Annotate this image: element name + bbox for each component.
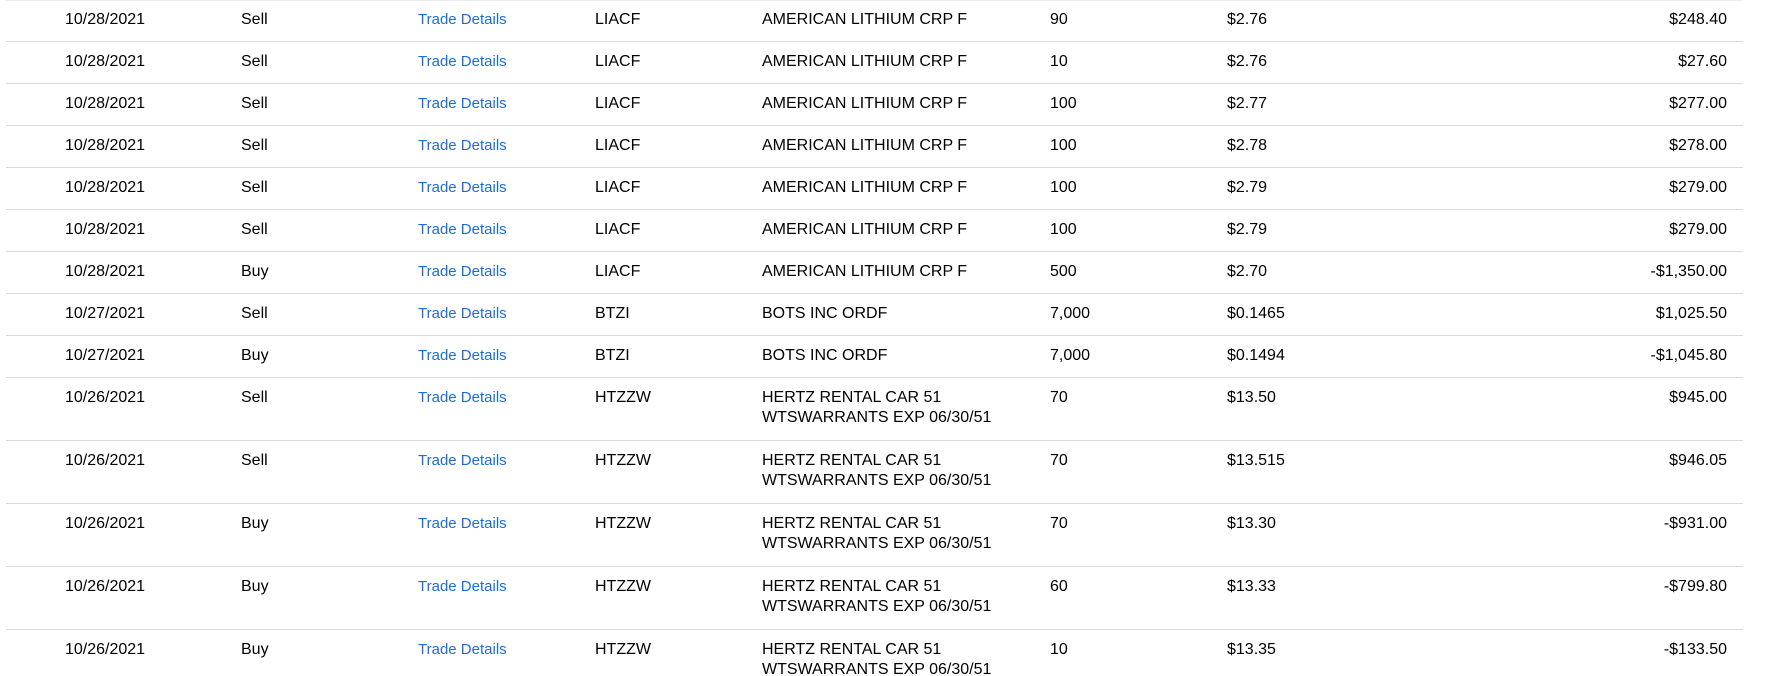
trade-quantity: 7,000 [1050,347,1091,364]
trade-symbol: HTZZW [595,641,651,658]
trade-details-link[interactable]: Trade Details [418,347,507,364]
trade-action: Buy [241,578,269,595]
trade-amount: -$931.00 [1663,515,1727,532]
trade-details-link[interactable]: Trade Details [418,578,507,595]
trade-details-link[interactable]: Trade Details [418,221,507,238]
table-row [6,567,1743,630]
trade-price: $13.33 [1227,578,1276,595]
description-line-2: WTSWARRANTS EXP 06/30/51 [762,661,992,676]
table-row [6,0,1743,42]
trade-description [762,577,991,617]
trade-amount: $1,025.50 [1655,305,1727,322]
trade-date: 10/28/2021 [65,53,146,70]
trade-description [762,52,967,72]
trade-details-link[interactable]: Trade Details [418,11,507,28]
trade-date: 10/26/2021 [65,578,146,595]
trade-symbol: HTZZW [595,389,651,406]
description-line-1: HERTZ RENTAL CAR 51 [762,641,942,658]
description-line-1: HERTZ RENTAL CAR 51 [762,389,942,406]
trade-price: $0.1465 [1227,305,1285,322]
trade-symbol: LIACF [595,95,641,112]
trade-action: Sell [241,305,268,322]
description-line-1: HERTZ RENTAL CAR 51 [762,578,942,595]
trade-price: $2.78 [1227,137,1268,154]
trade-quantity: 100 [1050,179,1077,196]
trade-amount: $277.00 [1669,95,1727,112]
trade-action: Buy [241,515,269,532]
trade-details-link[interactable]: Trade Details [418,263,507,280]
trade-description [762,262,967,282]
description-line-1: BOTS INC ORDF [762,305,888,322]
trade-quantity: 70 [1050,515,1068,532]
table-row [6,252,1743,294]
trade-quantity: 90 [1050,11,1068,28]
trade-quantity: 100 [1050,221,1077,238]
trade-symbol: HTZZW [595,452,651,469]
trade-quantity: 500 [1050,263,1077,280]
trade-symbol: LIACF [595,137,641,154]
table-row [6,630,1743,676]
description-line-2: WTSWARRANTS EXP 06/30/51 [762,472,992,489]
trade-details-link[interactable]: Trade Details [418,137,507,154]
description-line-1: HERTZ RENTAL CAR 51 [762,515,942,532]
trade-description [762,640,991,676]
trade-date: 10/28/2021 [65,221,146,238]
description-line-1: AMERICAN LITHIUM CRP F [762,221,968,238]
trade-details-link[interactable]: Trade Details [418,641,507,658]
trade-amount: $946.05 [1669,452,1727,469]
trade-details-link[interactable]: Trade Details [418,389,507,406]
table-row [6,210,1743,252]
trade-action: Buy [241,347,269,364]
trade-date: 10/27/2021 [65,347,146,364]
trade-date: 10/26/2021 [65,389,146,406]
trade-quantity: 7,000 [1050,305,1091,322]
trade-symbol: BTZI [595,347,630,364]
trade-price: $2.79 [1227,179,1268,196]
trade-quantity: 10 [1050,641,1068,658]
trade-description [762,451,991,491]
trade-symbol: LIACF [595,53,641,70]
trade-date: 10/28/2021 [65,179,146,196]
trade-details-link[interactable]: Trade Details [418,452,507,469]
trade-date: 10/27/2021 [65,305,146,322]
trade-quantity: 100 [1050,137,1077,154]
table-row [6,42,1743,84]
trade-amount: -$1,045.80 [1650,347,1727,364]
trade-amount: -$133.50 [1663,641,1727,658]
trade-description [762,388,991,428]
trade-amount: $279.00 [1669,221,1727,238]
trade-symbol: HTZZW [595,578,651,595]
description-line-1: HERTZ RENTAL CAR 51 [762,452,942,469]
trade-amount: -$799.80 [1663,578,1727,595]
table-row [6,504,1743,567]
trade-description [762,304,887,324]
trade-description [762,136,967,156]
trade-price: $2.79 [1227,221,1268,238]
trade-action: Sell [241,53,268,70]
trade-action: Sell [241,221,268,238]
trade-quantity: 10 [1050,53,1068,70]
trade-date: 10/26/2021 [65,452,146,469]
table-row [6,336,1743,378]
trade-amount: $248.40 [1669,11,1727,28]
trade-amount: $27.60 [1678,53,1727,70]
table-row [6,126,1743,168]
description-line-2: WTSWARRANTS EXP 06/30/51 [762,535,992,552]
trade-price: $2.70 [1227,263,1268,280]
trade-quantity: 70 [1050,452,1068,469]
description-line-1: AMERICAN LITHIUM CRP F [762,11,968,28]
trade-date: 10/28/2021 [65,11,146,28]
trade-amount: $278.00 [1669,137,1727,154]
trade-date: 10/28/2021 [65,263,146,280]
trade-description [762,514,991,554]
description-line-2: WTSWARRANTS EXP 06/30/51 [762,598,992,615]
trade-details-link[interactable]: Trade Details [418,515,507,532]
description-line-1: AMERICAN LITHIUM CRP F [762,137,968,154]
trade-price: $13.515 [1227,452,1285,469]
trade-symbol: LIACF [595,221,641,238]
trade-price: $2.76 [1227,53,1268,70]
trade-price: $13.50 [1227,389,1276,406]
trade-date: 10/28/2021 [65,137,146,154]
description-line-1: AMERICAN LITHIUM CRP F [762,53,968,70]
trade-quantity: 70 [1050,389,1068,406]
table-row [6,168,1743,210]
trade-action: Sell [241,452,268,469]
trade-date: 10/26/2021 [65,515,146,532]
trade-action: Sell [241,179,268,196]
table-row [6,441,1743,504]
description-line-1: AMERICAN LITHIUM CRP F [762,95,968,112]
trade-description [762,346,887,366]
trade-action: Sell [241,11,268,28]
trade-action: Sell [241,95,268,112]
table-row [6,378,1743,441]
description-line-1: BOTS INC ORDF [762,347,888,364]
trade-price: $13.30 [1227,515,1276,532]
trade-details-link[interactable]: Trade Details [418,95,507,112]
trade-action: Sell [241,137,268,154]
trade-amount: $279.00 [1669,179,1727,196]
trade-price: $0.1494 [1227,347,1285,364]
trade-symbol: BTZI [595,305,630,322]
trade-quantity: 60 [1050,578,1068,595]
trade-symbol: HTZZW [595,515,651,532]
trade-price: $13.35 [1227,641,1276,658]
description-line-1: AMERICAN LITHIUM CRP F [762,179,968,196]
trade-date: 10/26/2021 [65,641,146,658]
trade-symbol: LIACF [595,179,641,196]
description-line-2: WTSWARRANTS EXP 06/30/51 [762,409,992,426]
trade-symbol: LIACF [595,263,641,280]
trade-action: Sell [241,389,268,406]
trade-price: $2.77 [1227,95,1268,112]
trade-description [762,10,967,30]
description-line-1: AMERICAN LITHIUM CRP F [762,263,968,280]
table-row [6,84,1743,126]
trade-description [762,220,967,240]
trade-description [762,178,967,198]
trade-action: Buy [241,641,269,658]
trade-quantity: 100 [1050,95,1077,112]
table-row [6,294,1743,336]
trade-price: $2.76 [1227,11,1268,28]
trade-symbol: LIACF [595,11,641,28]
trade-date: 10/28/2021 [65,95,146,112]
trade-history-table [6,0,1743,676]
trade-action: Buy [241,263,269,280]
trade-details-link[interactable]: Trade Details [418,305,507,322]
trade-details-link[interactable]: Trade Details [418,179,507,196]
trade-details-link[interactable]: Trade Details [418,53,507,70]
trade-amount: -$1,350.00 [1650,263,1727,280]
trade-description [762,94,967,114]
trade-amount: $945.00 [1669,389,1727,406]
